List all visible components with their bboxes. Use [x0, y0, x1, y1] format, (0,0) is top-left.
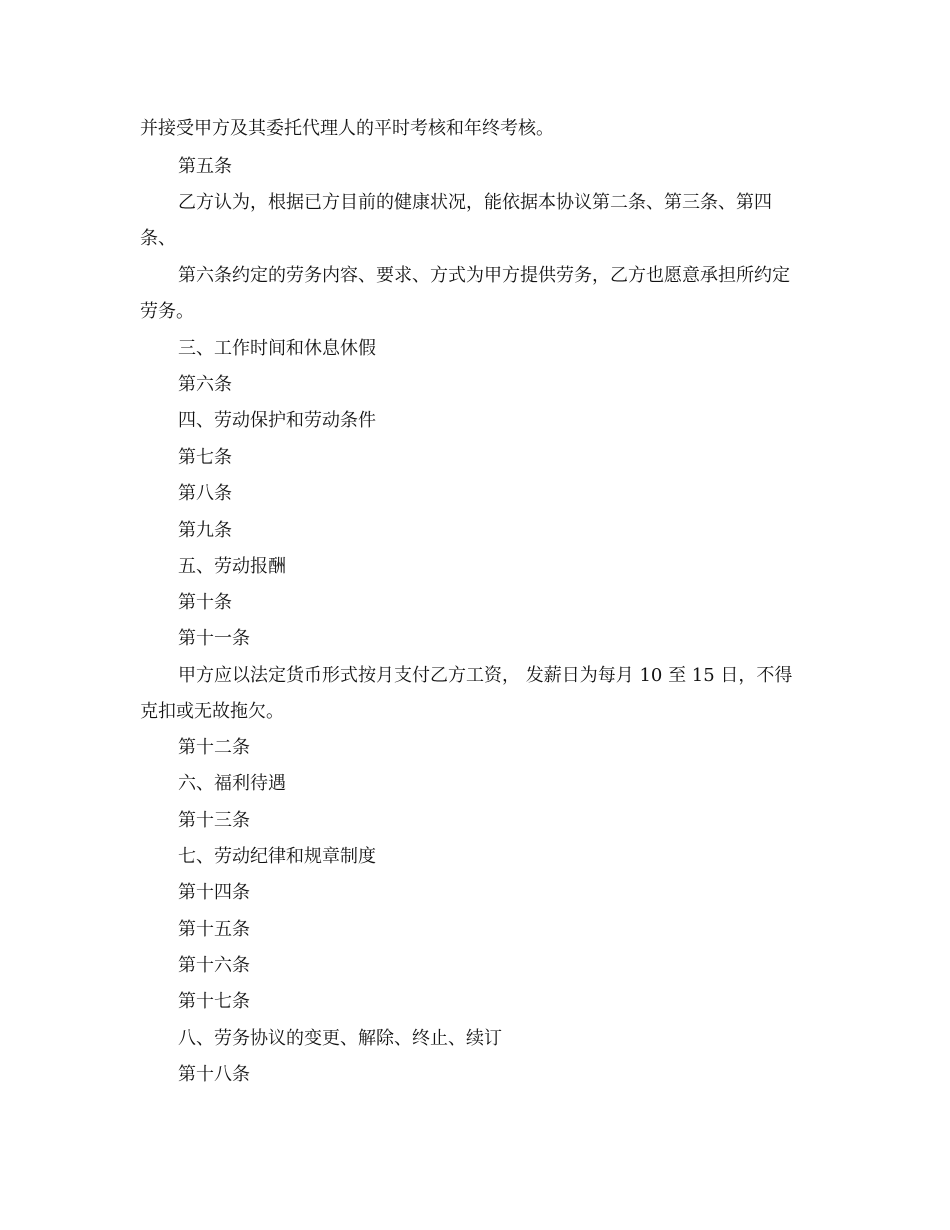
- text-line: 并接受甲方及其委托代理人的平时考核和年终考核。: [140, 118, 554, 139]
- article-heading: 第十条: [178, 592, 232, 613]
- text-line: 乙方认为，根据已方目前的健康状况，能依据本协议第二条、第三条、第四: [178, 192, 772, 213]
- article-heading: 第五条: [178, 156, 232, 177]
- article-heading: 第七条: [178, 447, 232, 468]
- article-heading: 第八条: [178, 483, 232, 504]
- section-heading: 六、福利待遇: [178, 773, 286, 794]
- article-heading: 第十七条: [178, 991, 250, 1012]
- section-heading: 四、劳动保护和劳动条件: [178, 410, 376, 431]
- text-line: 第六条约定的劳务内容、要求、方式为甲方提供劳务，乙方也愿意承担所约定: [178, 265, 790, 286]
- article-heading: 第十八条: [178, 1064, 250, 1085]
- article-heading: 第十六条: [178, 955, 250, 976]
- text-line: 劳务。: [140, 301, 194, 322]
- section-heading: 七、劳动纪律和规章制度: [178, 846, 376, 867]
- article-heading: 第十一条: [178, 628, 250, 649]
- section-heading: 三、工作时间和休息休假: [178, 338, 376, 359]
- section-heading: 八、劳务协议的变更、解除、终止、续订: [178, 1028, 502, 1049]
- section-heading: 五、劳动报酬: [178, 556, 286, 577]
- article-heading: 第十五条: [178, 919, 250, 940]
- article-heading: 第十二条: [178, 737, 250, 758]
- article-heading: 第九条: [178, 520, 232, 541]
- article-heading: 第十三条: [178, 810, 250, 831]
- article-heading: 第六条: [178, 374, 232, 395]
- article-heading: 第十四条: [178, 882, 250, 903]
- text-line: 克扣或无故拖欠。: [140, 701, 284, 722]
- text-line: 条、: [140, 228, 176, 249]
- text-line: 甲方应以法定货币形式按月支付乙方工资， 发薪日为每月 10 至 15 日，不得: [178, 665, 793, 686]
